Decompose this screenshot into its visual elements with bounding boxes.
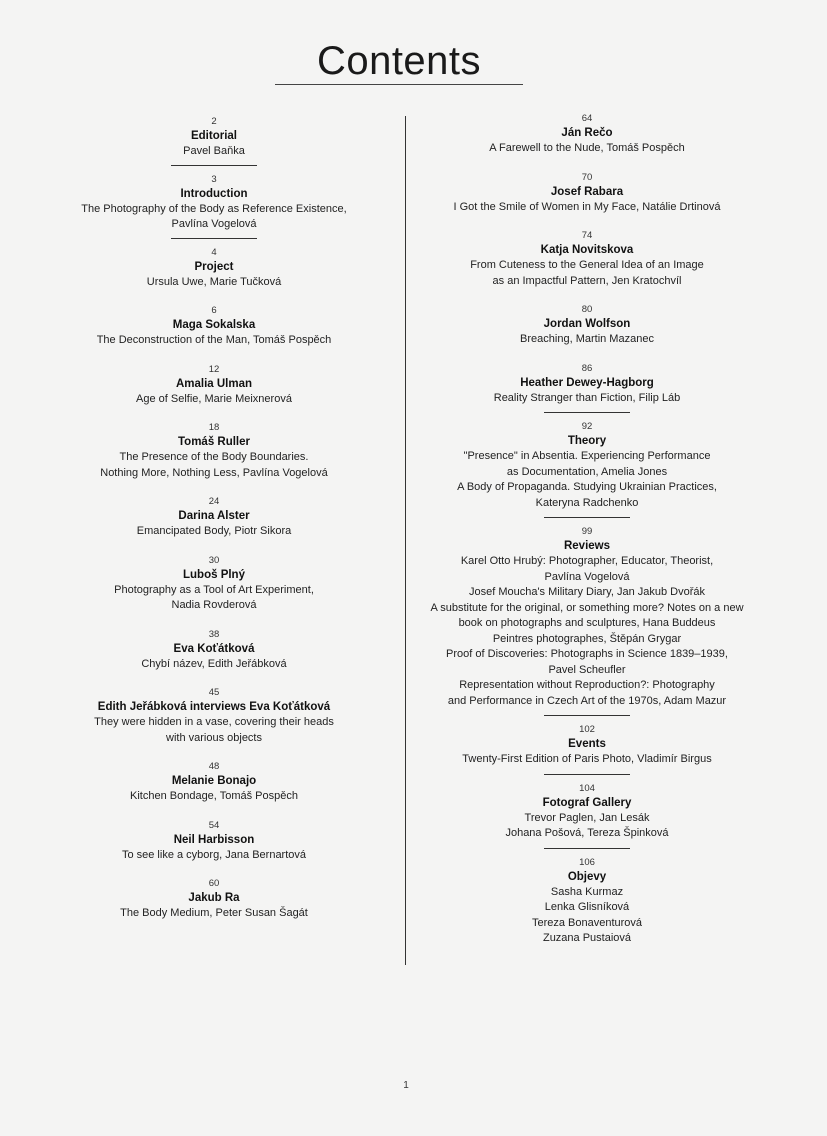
entry-description-line: Peintres photographes, Štěpán Grygar (492, 632, 682, 645)
entry-page-number: 45 (208, 687, 220, 698)
entry-heading: Maga Sokalska (172, 319, 256, 331)
entry-description-line: Pavel Scheufler (548, 663, 626, 676)
entry-heading: Edith Jeřábková interviews Eva Koťátková (97, 701, 331, 713)
entry-description-line: Proof of Discoveries: Photographs in Science 1839–1939, (446, 648, 728, 660)
entry-description-line: Representation without Reproduction?: Photography (459, 679, 715, 691)
entry-description-line: Photography as a Tool of Art Experiment, (114, 583, 314, 596)
entry-description-line: Age of Selfie, Marie Meixnerová (136, 392, 292, 405)
entry-heading: Events (568, 738, 606, 750)
entry-description-line: To see like a cyborg, Jana Bernartová (121, 848, 307, 861)
entry-page-number: 3 (211, 173, 217, 185)
entry-page-number: 38 (208, 628, 220, 640)
contents-entry (58, 116, 370, 160)
contents-entry (58, 247, 370, 291)
entry-heading: Fotograf Gallery (542, 796, 632, 809)
entry-description-line: with various objects (166, 731, 262, 744)
entry-page-number: 92 (581, 421, 593, 432)
entry-description-line: Reality Stranger than Fiction, Filip Láb (493, 391, 681, 404)
entry-description-line: A substitute for the original, or something more? Notes on a new (430, 601, 744, 614)
contents-entry (420, 304, 754, 348)
entry-page-number: 30 (208, 554, 220, 566)
entry-heading: Darina Alster (178, 510, 250, 522)
entry-description-line: Tereza Bonaventurová (531, 916, 643, 929)
entry-description-line: Johana Pošová, Tereza Špinková (505, 827, 669, 839)
entry-description-line: I Got the Smile of Women in My Face, Natálie Drtinová (453, 200, 721, 213)
entry-page-number: 106 (579, 856, 595, 868)
entry-page-number: 12 (208, 363, 220, 375)
entry-heading: Eva Koťátková (173, 642, 255, 655)
entry-description-line: Pavel Baňka (183, 145, 245, 157)
entry-description-line: The Photography of the Body as Reference Existence, (81, 202, 347, 215)
entry-heading: Editorial (190, 130, 237, 142)
contents-entry (58, 820, 370, 864)
entry-description-line: A Body of Propaganda. Studying Ukrainian Practices, (457, 481, 717, 493)
contents-entry (58, 555, 370, 614)
contents-entry (58, 629, 370, 673)
entry-page-number: 24 (208, 496, 220, 507)
entry-description-line: as an Impactful Pattern, Jen Kratochvíl (492, 274, 682, 287)
entry-heading: Objevy (567, 870, 607, 883)
entry-separator-rule (544, 517, 630, 518)
entry-description-line: Twenty-First Edition of Paris Photo, Vladimír Birgus (462, 753, 712, 765)
entry-description-line: The Deconstruction of the Man, Tomáš Pospěch (96, 334, 332, 346)
entry-description-line: The Body Medium, Peter Susan Šagát (120, 907, 308, 919)
entry-heading: Project (194, 260, 234, 273)
contents-right-column (420, 113, 754, 962)
entry-page-number: 4 (211, 246, 217, 258)
entry-heading: Jordan Wolfson (543, 318, 631, 330)
entry-description-line: Nadia Rovderová (171, 599, 257, 611)
entry-page-number: 60 (208, 878, 220, 889)
entry-description-line: Sasha Kurmaz (550, 885, 624, 898)
contents-entry (420, 230, 754, 289)
entry-description-line: Pavlína Vogelová (544, 570, 630, 583)
entry-page-number: 54 (208, 819, 220, 831)
entry-page-number: 102 (579, 724, 595, 735)
contents-entry (58, 761, 370, 805)
contents-entry (420, 172, 754, 216)
entry-description-line: book on photographs and sculptures, Hana Buddeus (458, 617, 716, 629)
entry-heading: Tomáš Ruller (178, 436, 250, 448)
entry-description-line: Ursula Uwe, Marie Tučková (146, 275, 282, 288)
entry-description-line: as Documentation, Amelia Jones (506, 465, 668, 478)
entry-description-line: "Presence" in Absentia. Experiencing Performance (463, 450, 711, 462)
entry-description-line: A Farewell to the Nude, Tomáš Pospěch (489, 142, 685, 154)
entry-heading: Katja Novitskova (540, 244, 634, 256)
entry-description-line: Breaching, Martin Mazanec (520, 333, 654, 345)
contents-entry (58, 305, 370, 349)
entry-heading: Melanie Bonajo (171, 775, 257, 787)
entry-page-number: 99 (581, 526, 593, 537)
entry-heading: Jakub Ra (188, 892, 240, 904)
contents-entry (58, 174, 370, 233)
entry-page-number: 104 (579, 782, 595, 794)
entry-description-line: Lenka Glisníková (544, 901, 630, 913)
entry-heading: Heather Dewey-Hagborg (520, 376, 654, 389)
entry-separator-rule (171, 165, 257, 166)
contents-entry (420, 113, 754, 157)
entry-description-line: Trevor Paglen, Jan Lesák (524, 811, 650, 824)
entry-page-number: 70 (581, 171, 593, 183)
entry-page-number: 86 (581, 362, 593, 374)
entry-page-number: 64 (581, 113, 593, 124)
entry-description-line: Josef Moucha's Military Diary, Jan Jakub Dvořák (468, 586, 706, 598)
entry-heading: Theory (567, 435, 607, 447)
contents-left-column (58, 116, 370, 937)
entry-separator-rule (544, 412, 630, 413)
entry-page-number: 48 (208, 761, 220, 772)
contents-entry (420, 783, 754, 842)
entry-separator-rule (544, 774, 630, 775)
entry-description-line: From Cuteness to the General Idea of an Image (470, 259, 704, 271)
entry-heading: Amalia Ulman (175, 377, 253, 390)
entry-description-line: Kitchen Bondage, Tomáš Pospěch (130, 790, 298, 802)
contents-entry (420, 421, 754, 511)
entry-heading: Neil Harbisson (173, 833, 255, 846)
entry-separator-rule (544, 715, 630, 716)
entry-separator-rule (544, 848, 630, 849)
contents-entry (420, 363, 754, 407)
column-divider (405, 116, 406, 965)
contents-entry (420, 724, 754, 768)
entry-page-number: 74 (581, 230, 593, 241)
entry-description-line: Pavlína Vogelová (171, 218, 257, 230)
contents-entry (58, 422, 370, 481)
contents-entry (58, 364, 370, 408)
entry-description-line: and Performance in Czech Art of the 1970s, Adam Mazur (447, 694, 727, 707)
contents-entry (420, 857, 754, 947)
entry-description-line: The Presence of the Body Boundaries. (119, 451, 309, 463)
contents-entry (58, 878, 370, 922)
entry-separator-rule (171, 238, 257, 239)
entry-heading: Luboš Plný (183, 568, 245, 581)
entry-description-line: Kateryna Radchenko (535, 496, 639, 509)
contents-entry (420, 526, 754, 709)
entry-description-line: Chybí název, Edith Jeřábková (141, 657, 287, 670)
page-title: Contents (275, 38, 523, 85)
page-number: 1 (403, 1080, 409, 1091)
entry-description-line: They were hidden in a vase, covering their heads (94, 716, 334, 728)
entry-heading: Introduction (180, 187, 248, 200)
entry-heading: Reviews (563, 540, 611, 552)
entry-page-number: 80 (581, 304, 593, 315)
contents-entry (58, 496, 370, 540)
entry-description-line: Zuzana Pustaiová (542, 932, 632, 944)
entry-description-line: Emancipated Body, Piotr Sikora (136, 525, 292, 537)
entry-description-line: Nothing More, Nothing Less, Pavlína Vogelová (100, 466, 328, 479)
entry-description-line: Karel Otto Hrubý: Photographer, Educator, Theorist, (460, 555, 714, 567)
entry-page-number: 18 (208, 422, 220, 433)
entry-heading: Ján Rečo (561, 127, 613, 139)
entry-page-number: 2 (211, 116, 217, 127)
entry-heading: Josef Rabara (550, 185, 624, 198)
entry-page-number: 6 (211, 305, 217, 316)
contents-entry (58, 687, 370, 746)
